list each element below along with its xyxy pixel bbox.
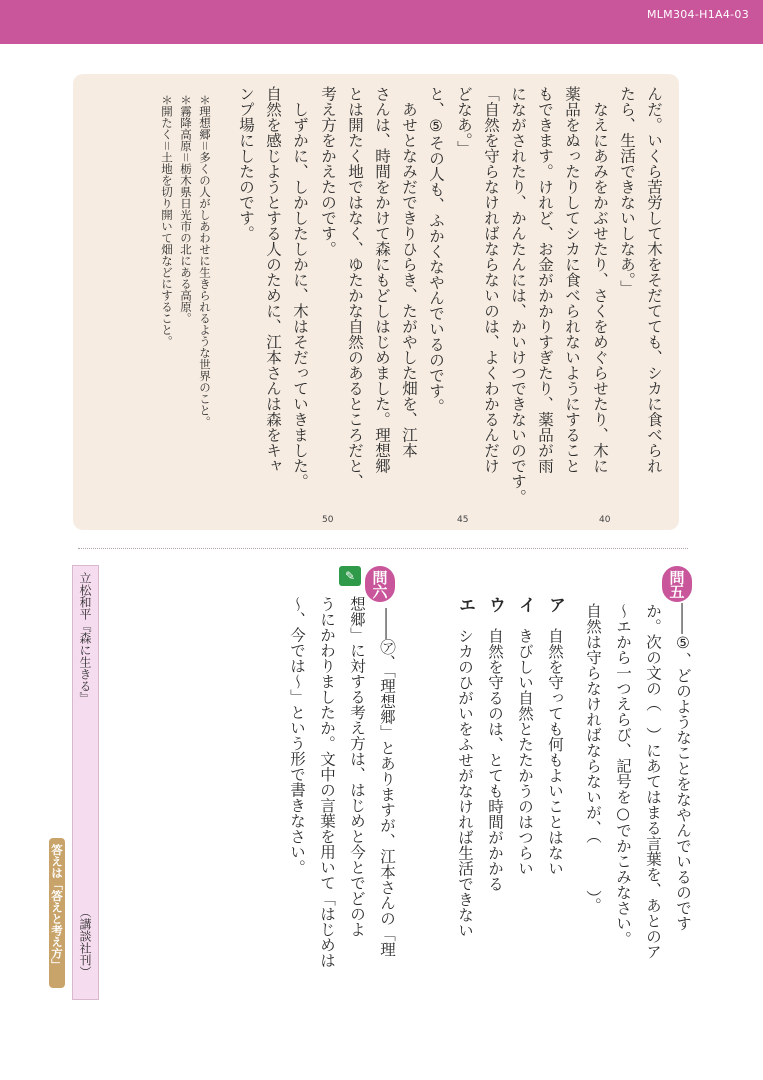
footnote: ＊理想郷＝多くの人がしあわせに生きられるような世界のこと。 [198,94,212,428]
line-number: 50 [322,515,334,525]
question-6-line: 想郷」に対する考え方は、はじめと今とでどのよ [348,596,366,937]
passage-line: どなあ。」 [455,86,473,156]
footnote: ＊霧降高原＝栃木県日光市の北にある高原。 [179,94,193,324]
header-bar [0,0,763,44]
question-6-line: ～、今では～」という形で書きなさい。 [288,596,306,875]
question-6-badge: 問六 [365,566,395,602]
source-author-title: 立松和平『森に生きる』 [78,572,92,704]
passage-line: あせとなみだできりひらき、たがやした畑を、江本 [400,86,418,458]
footnote: ＊開たく＝土地を切り開いて畑などにすること。 [160,94,174,347]
line-number: 40 [599,515,611,525]
answer-reference-tab [49,838,65,988]
passage-line: にながされたり、かんたんには、かいけつできないのです。 [509,86,527,505]
passage-line: もできます。けれど、お金がかかりすぎたり、薬品が雨 [536,86,554,474]
passage-line: 「自然を守らなければならないのは、よくわかるんだけ [482,86,500,474]
pencil-icon: ✎ [339,566,361,586]
choice-mark: イ [515,596,535,613]
passage-line: ンプ場にしたのです。 [237,86,255,241]
passage-line: さんは、時間をかけて森にもどしはじめました。理想郷 [373,86,391,474]
choice-text: 自然を守るのは、とても時間がかかる [486,628,504,892]
section-divider [78,548,688,549]
choice-text: シカのひがいをふせがなければ生活できない [456,628,474,938]
question-5-line: 自然は守らなければならないが、（ ）。 [584,603,602,913]
question-5-badge: 問五 [662,566,692,602]
choice-text: 自然を守っても何もよいことはない [546,628,564,876]
passage-line: なえにあみをかぶせたり、さくをめぐらせたり、木に [591,86,609,474]
passage-line: 考え方をかえたのです。 [319,86,337,257]
answer-reference-text: 答えは「答えと考え方」 [50,844,64,971]
passage-line: んだ。いくら苦労して木をそだてても、シカに食べられ [645,86,663,474]
line-number: 45 [457,515,469,525]
source-publisher: （講談社刊） [78,906,92,978]
choice-mark: ウ [485,596,505,613]
choice-mark: ア [545,596,565,613]
choice-mark: エ [455,596,475,613]
page-code: MLM304-H1A4-03 [646,8,749,21]
passage-line: 自然を感じようとする人のために、江本さんは森をキャ [264,86,282,474]
question-5-line: ～エから一つえらび、記号を○でかこみなさい。 [614,603,632,947]
choice-text: きびしい自然とたたかうのはつらい [516,628,534,876]
question-5-line: か。次の文の（ ）にあてはまる言葉を、あとのア [644,603,662,960]
passage-line: しずかに、しかしたしかに、木はそだっていきました。 [291,86,309,489]
passage-line: と、⑤その人も、ふかくなやんでいるのです。 [427,86,445,414]
question-6-line: ――㋐、「理想郷」とありますが、江本さんの「理 [378,608,396,957]
question-6-line: うにかわりましたか。文中の言葉を用いて「はじめは [318,596,336,968]
source-citation [72,565,99,1000]
passage-line: たら、生活できないしなあ。」 [618,86,636,296]
question-5-line: ――⑤、どのようなことをなやんでいるのです [674,603,692,931]
passage-line: 薬品をぬったりしてシカに食べられないようにすること [563,86,581,474]
passage-line: とは開たく地ではなく、ゆたかな自然のあるところだと、 [346,86,364,489]
